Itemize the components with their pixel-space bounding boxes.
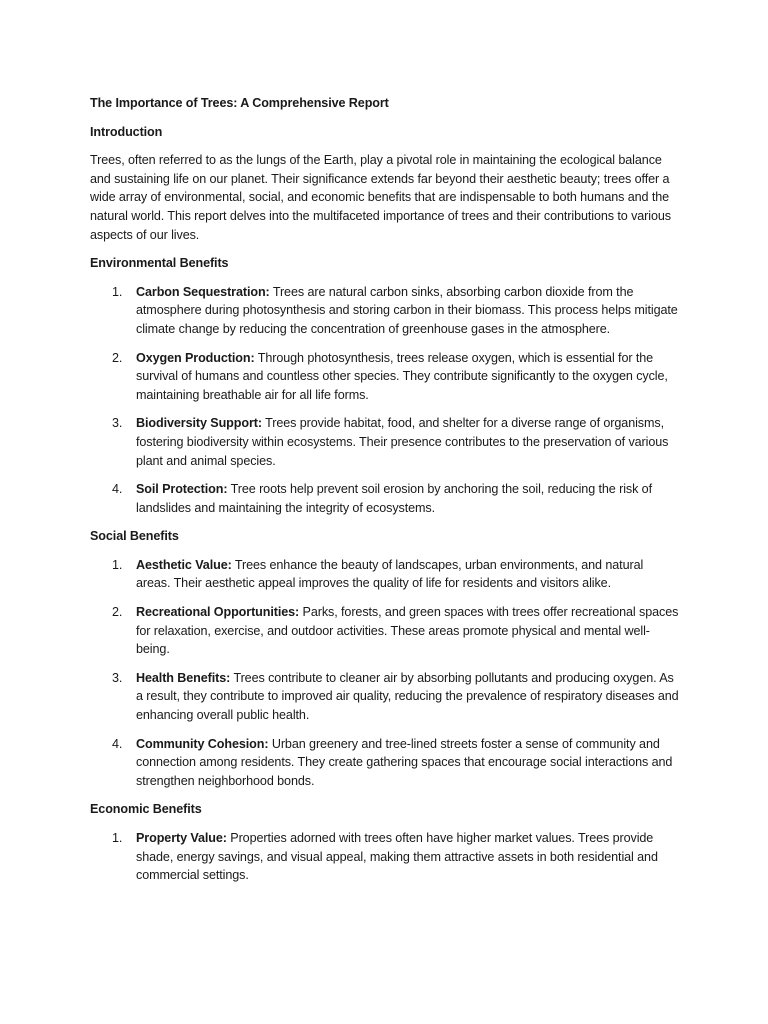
list-item [90,603,680,659]
list-item-number: 2. [112,350,123,365]
list-item-text: Trees are natural carbon sinks, absorbing carbon dioxide from the atmosphere during photosynthesis and storing carbon in their biomass. This process helps mitigate climate change by reducing the concentration of greenhouse gases in the atmosphere. [136,284,678,336]
list-item-text: Through photosynthesis, trees release oxygen, which is essential for the survival of humans and countless other species. They contribute significantly to the oxygen cycle, maintaining breathable air for all life forms. [136,350,668,402]
document-title: The Importance of Trees: A Comprehensive Report [90,96,389,110]
list-item-text: Trees contribute to cleaner air by absorbing pollutants and producing oxygen. As a result, they contribute to improved air quality, reducing the prevalence of respiratory diseases and enhancing overall public health. [136,670,679,723]
list-item [90,283,680,339]
list-item-text: Trees enhance the beauty of landscapes, urban environments, and natural areas. Their aesthetic appeal improves the quality of life for residents and visitors alike. [136,557,644,591]
list-item-term: Aesthetic Value: [136,557,232,572]
list-item [90,480,680,517]
list-item [90,735,680,791]
list-item-text: Trees provide habitat, food, and shelter for a diverse range of organisms, fostering biodiversity within ecosystems. Their presence contributes to the preservation of various plant and animal species. [136,416,669,468]
list-item-text: Properties adorned with trees often have higher market values. Trees provide shade, energy savings, and visual appeal, making them attractive assets in both residential and commercial settings. [136,831,658,883]
list-item-text: Urban greenery and tree-lined streets foster a sense of community and connection among residents. They create gathering spaces that encourage social interactions and strengthen neighborhood bonds. [136,736,673,788]
list-item-text: Tree roots help prevent soil erosion by anchoring the soil, reducing the risk of landslides and maintaining the integrity of ecosystems. [136,482,652,515]
list-item-term: Soil Protection: [136,482,228,497]
list-item-number: 3. [112,670,123,685]
list-item [90,669,680,725]
list-item-term: Recreational Opportunities: [136,605,300,620]
introduction-paragraph: Trees, often referred to as the lungs of the Earth, play a pivotal role in maintaining the ecological balance and sustaining life on our planet. Their significance extends far beyond their aesthetic beauty; trees offer a wide array of environmental, social, and economic benefits that are indispensable to both humans and the natural world. This report delves into the multifaceted importance of trees and their contributions to various aspects of our lives. [90,153,671,242]
list-item-term: Property Value: [136,831,227,845]
social-benefits-list [90,556,680,791]
list-item-term: Biodiversity Support: [136,416,262,431]
list-item-number: 1. [112,284,123,299]
environmental-benefits-heading: Environmental Benefits [90,256,229,271]
list-item-number: 4. [112,482,123,497]
list-item [90,349,680,405]
list-item-number: 2. [112,605,123,620]
economic-benefits-heading: Economic Benefits [90,802,202,817]
list-item-number: 4. [112,736,123,751]
list-item [90,556,680,593]
list-item-text: Parks, forests, and green spaces with trees offer recreational spaces for relaxation, exercise, and outdoor activities. These areas promote physical and mental well-being. [136,605,679,657]
list-item [90,829,680,885]
introduction-heading: Introduction [90,124,163,139]
environmental-benefits-list [90,283,680,518]
list-item-term: Community Cohesion: [136,736,269,751]
list-item-number: 1. [112,557,123,572]
document-page [90,94,680,895]
list-item-term: Carbon Sequestration: [136,284,270,299]
social-benefits-heading: Social Benefits [90,529,179,544]
list-item-term: Health Benefits: [136,670,231,685]
list-item-term: Oxygen Production: [136,350,255,365]
list-item-number: 3. [112,416,123,431]
list-item [90,414,680,470]
economic-benefits-list [90,829,680,885]
list-item-number: 1. [112,831,123,845]
